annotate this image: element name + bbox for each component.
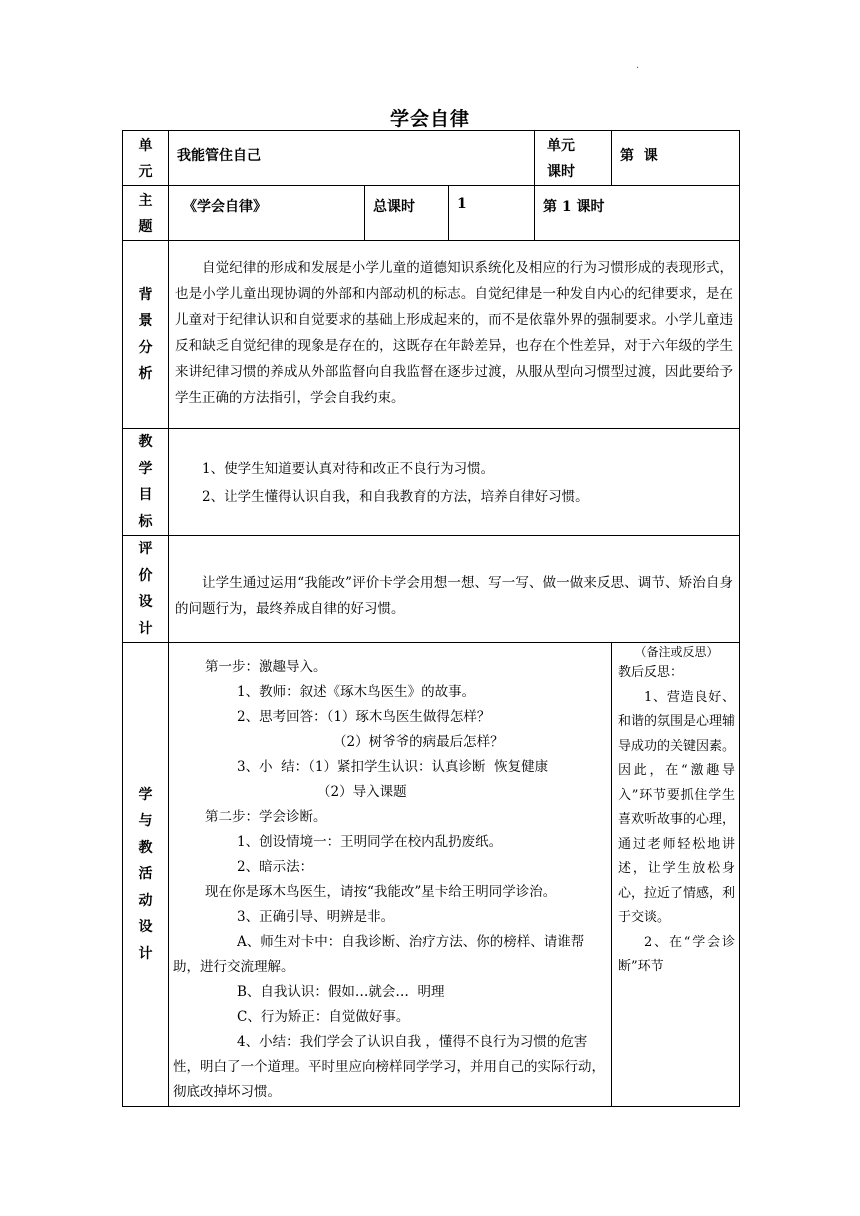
goals-row	[123, 429, 740, 536]
unit-label: 单 元	[123, 131, 169, 186]
total-hours-value: 1	[449, 186, 535, 241]
activity-line: A、师生对卡中：自我诊断、治疗方法、你的榜样、请谁帮助，进行交流理解。	[173, 934, 585, 975]
page-title: 学会自律	[389, 108, 470, 130]
goals-cell	[169, 429, 740, 536]
activity-line: 4、小结：我们学会了认识自我 ，懂得不良行为习惯的危害性，明白了一个道理。平时里应向榜样同学学习，并用自己的实际行动，彻底改掉坏习惯。	[173, 1034, 605, 1100]
topic-value: 《学会自律》	[169, 186, 365, 241]
unit-value: 我能管住自己	[169, 131, 535, 186]
evaluation-row	[123, 536, 740, 643]
note-header: （备注或反思）	[634, 645, 719, 659]
goal-item: 2、让学生懂得认识自我，和自我教育的方法，培养自律好习惯。	[202, 489, 589, 505]
evaluation-label: 评 价 设 计	[123, 536, 169, 643]
activity-line: 第二步：学会诊断。	[205, 809, 327, 825]
unit-hours-label: 单元 课时	[535, 131, 612, 186]
activities-row	[123, 643, 740, 1107]
topic-label: 主 题	[123, 186, 169, 241]
activities-text	[169, 643, 611, 1105]
background-text: 自觉纪律的形成和发展是小学儿童的道德知识系统化及相应的行为习惯形成的表现形式，也是小学儿童出现协调的外部和内部动机的标志。自觉纪律是一种发自内心的纪律要求，是在儿童对于纪律认识和自觉要求的基础上形成起来的，而不是依靠外界的强制要求。小学儿童违反和缺乏自觉纪律的现象是存在的，这既存在年龄差异，也存在个性差异，对于六年级的学生来讲纪律习惯的养成从外部监督向自我监督在逐步过渡，从服从型向习惯型过渡，因此要给予学生正确的方法指引，学会自我约束。	[175, 260, 733, 406]
unit-hours-value: 第 课	[612, 131, 740, 186]
activity-line: 3、正确引导、明辨是非。	[237, 909, 395, 925]
topic-row	[123, 186, 740, 241]
activity-line: 现在你是琢木鸟医生，请按“我能改”星卡给王明同学诊治。	[205, 884, 557, 900]
note-paragraph: 1、营造良好、和谐的氛围是心理辅导成功的关键因素。因此，在“激趣导入”环节要抓住学生喜欢听故事的心理，通过老师轻松地讲述，让学生放松身心，拉近了情感，利于交谈。	[618, 689, 736, 925]
note-paragraph: 2、在“学会诊断”环节	[618, 934, 735, 974]
background-text-cell	[169, 241, 740, 429]
unit-row	[123, 131, 740, 186]
activities-label: 学 与 教 活 动 设 计	[123, 643, 169, 1107]
lesson-number: 第 1 课时	[535, 186, 740, 241]
total-hours-label: 总课时	[365, 186, 449, 241]
reflection-cell	[612, 643, 740, 1107]
activity-line: C、行为矫正：自觉做好事。	[237, 1009, 410, 1025]
evaluation-text: 让学生通过运用“我能改”评价卡学会用想一想、写一写、做一做来反思、调节、矫治自身的问题行为，最终养成自律的好习惯。	[175, 575, 733, 617]
activity-line: 1、创设情境一：王明同学在校内乱扔废纸。	[237, 834, 503, 850]
activity-line: 1、教师：叙述《琢木鸟医生》的故事。	[237, 684, 476, 700]
activities-cell	[169, 643, 612, 1107]
activity-line: 3、小 结：（1）紧扣学生认识：认真诊断 恢复健康	[237, 759, 549, 775]
evaluation-cell	[169, 536, 740, 643]
goals-label: 教 学 目 标	[123, 429, 169, 536]
background-row	[123, 241, 740, 429]
activity-line: （2）树爷爷的病最后怎样？	[333, 734, 504, 750]
goal-item: 1、使学生知道要认真对待和改正不良行为习惯。	[202, 461, 495, 477]
activity-line: 第一步：激趣导入。	[205, 659, 327, 675]
activity-line: （2）导入课题	[317, 784, 407, 800]
activity-line: B、自我认识：假如…就会… 明理	[237, 984, 445, 1000]
activity-line: 2、暗示法：	[237, 859, 314, 875]
background-label: 背 景 分 析	[123, 241, 169, 429]
header-dot: .	[636, 60, 640, 71]
activity-line: 2、思考回答：（1）琢木鸟医生做得怎样？	[237, 709, 491, 725]
note-title: 教后反思：	[618, 665, 684, 680]
lesson-plan-table	[122, 130, 740, 1107]
